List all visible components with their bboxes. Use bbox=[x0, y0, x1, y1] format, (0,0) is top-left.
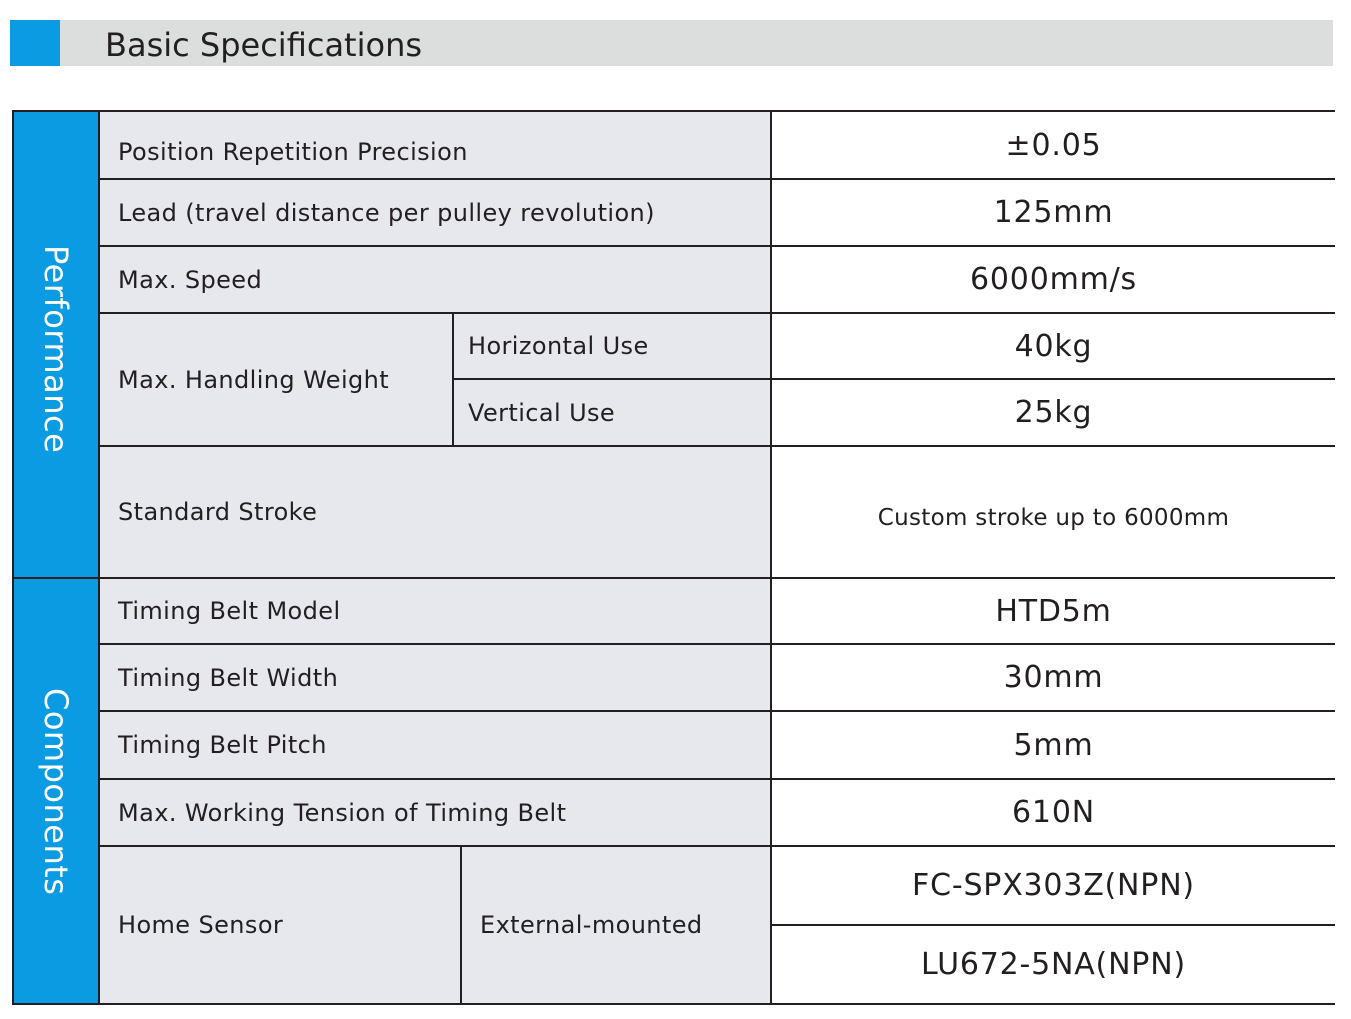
label-home-sensor: Home Sensor bbox=[100, 847, 460, 1003]
label-speed: Max. Speed bbox=[100, 247, 770, 312]
label-belt-model: Timing Belt Model bbox=[100, 579, 770, 643]
value-horizontal-use: 40kg bbox=[772, 314, 1335, 378]
grid-line bbox=[100, 178, 1335, 180]
value-vertical-use: 25kg bbox=[772, 380, 1335, 445]
value-belt-model: HTD5m bbox=[772, 579, 1335, 643]
label-handling-weight: Max. Handling Weight bbox=[100, 314, 452, 445]
value-sensor-1: FC-SPX303Z(NPN) bbox=[772, 847, 1335, 924]
section-label-components: Components bbox=[37, 688, 75, 896]
label-belt-pitch: Timing Belt Pitch bbox=[100, 712, 770, 778]
grid-line bbox=[100, 778, 1335, 780]
value-lead: 125mm bbox=[772, 180, 1335, 245]
grid-line bbox=[100, 245, 1335, 247]
section-header bbox=[10, 20, 1333, 66]
value-speed: 6000mm/s bbox=[772, 247, 1335, 312]
value-precision: ±0.05 bbox=[772, 112, 1335, 178]
spec-table bbox=[12, 110, 1335, 1005]
header-accent-block bbox=[10, 20, 60, 66]
value-sensor-2: LU672-5NA(NPN) bbox=[772, 926, 1335, 1003]
section-label-performance: Performance bbox=[37, 245, 75, 454]
value-belt-width: 30mm bbox=[772, 645, 1335, 710]
label-precision: Position Repetition Precision bbox=[100, 112, 770, 178]
value-standard-stroke: Custom stroke up to 6000mm bbox=[772, 447, 1335, 577]
grid-line bbox=[100, 643, 1335, 645]
label-vertical-use: Vertical Use bbox=[454, 380, 770, 445]
grid-line bbox=[460, 847, 462, 1003]
label-standard-stroke: Standard Stroke bbox=[100, 447, 770, 577]
grid-line bbox=[14, 577, 1335, 579]
label-external-mounted: External-mounted bbox=[462, 847, 770, 1003]
grid-line bbox=[100, 445, 1335, 447]
value-belt-pitch: 5mm bbox=[772, 712, 1335, 778]
page-title: Basic Specifications bbox=[105, 26, 423, 64]
grid-line bbox=[100, 312, 1335, 314]
value-working-tension: 610N bbox=[772, 780, 1335, 845]
grid-line bbox=[772, 924, 1335, 926]
label-horizontal-use: Horizontal Use bbox=[454, 314, 770, 378]
grid-line bbox=[454, 378, 1335, 380]
section-components bbox=[14, 579, 98, 1003]
section-performance bbox=[14, 112, 98, 577]
label-working-tension: Max. Working Tension of Timing Belt bbox=[100, 780, 770, 845]
label-belt-width: Timing Belt Width bbox=[100, 645, 770, 710]
grid-line bbox=[100, 845, 1335, 847]
label-lead: Lead (travel distance per pulley revolution) bbox=[100, 180, 770, 245]
grid-line bbox=[100, 710, 1335, 712]
